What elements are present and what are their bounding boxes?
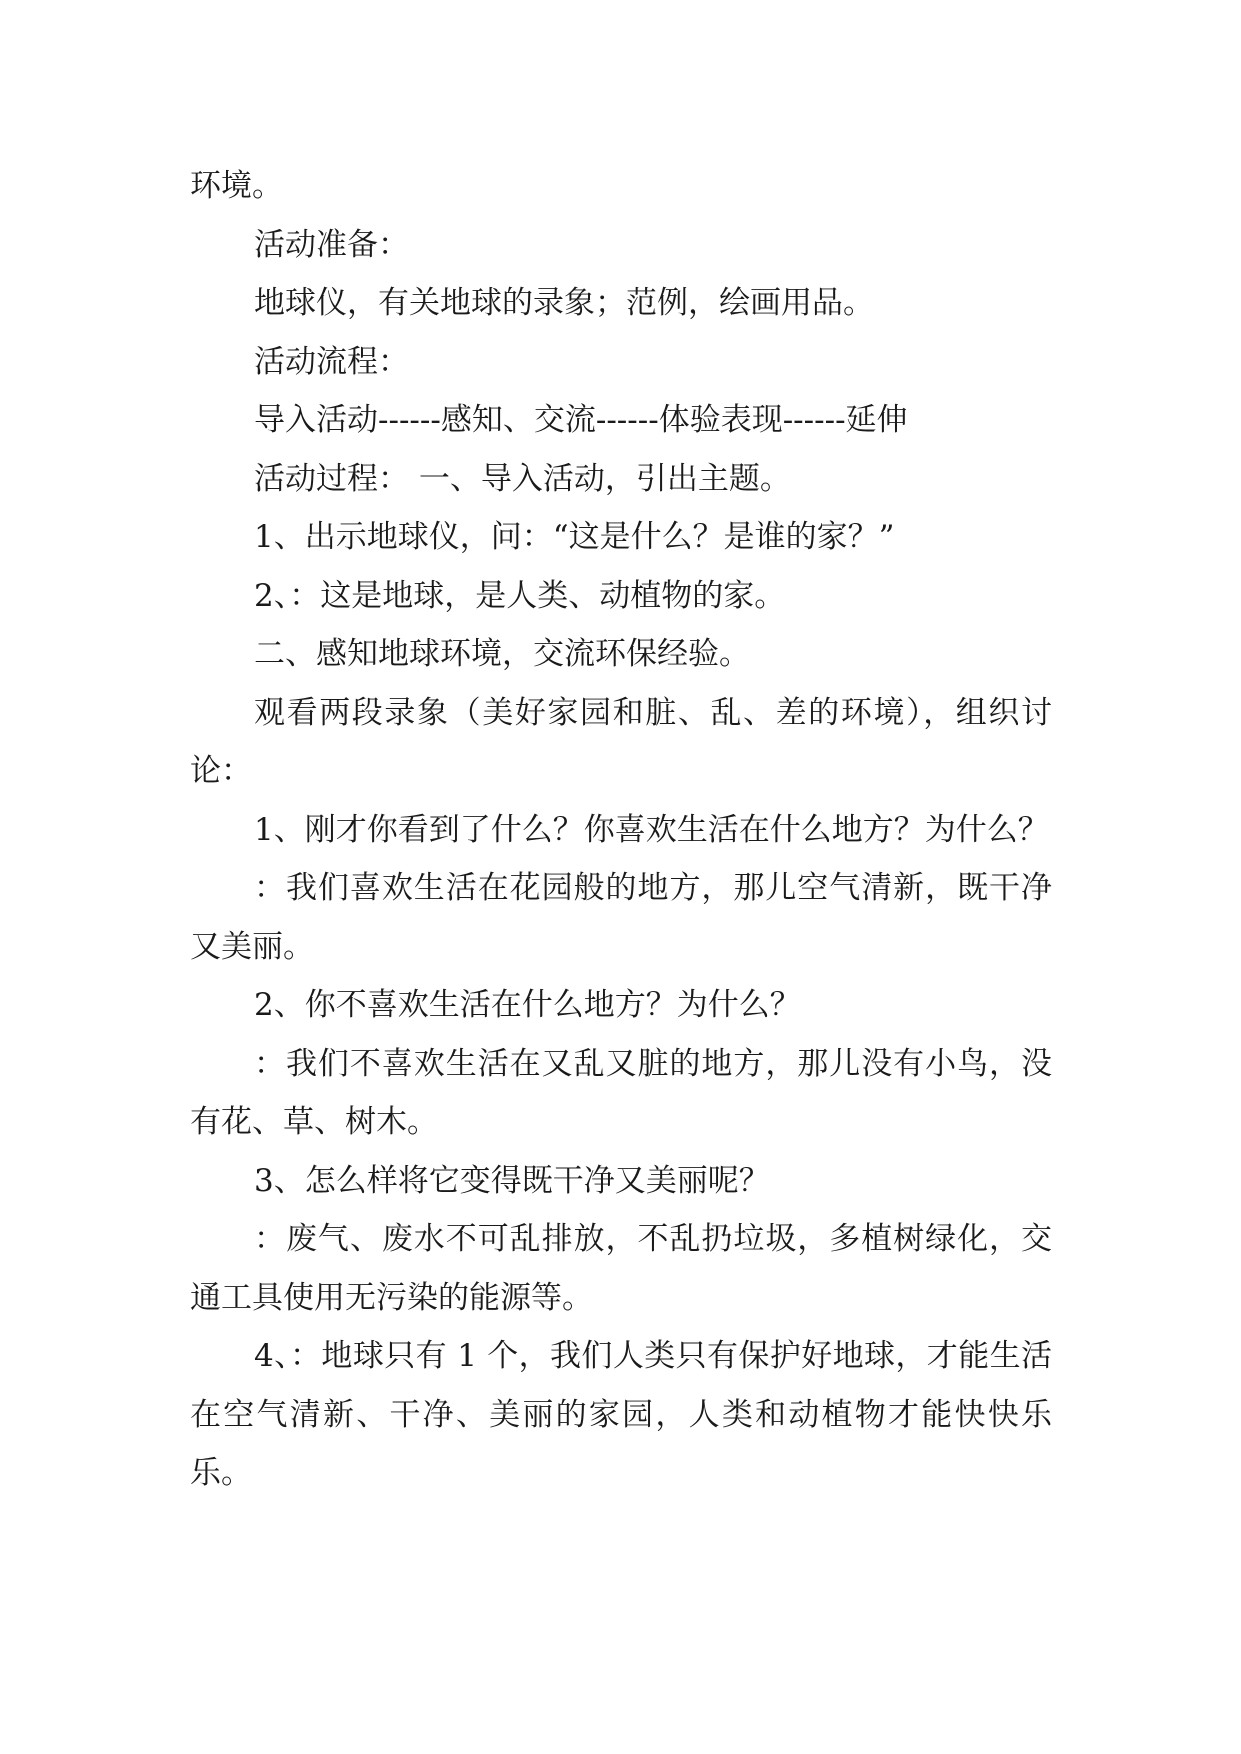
paragraph-question-2: 2、你不喜欢生活在什么地方？为什么？: [254, 987, 801, 1023]
paragraph-activity-flow-heading: 活动流程：: [254, 343, 409, 380]
paragraph-continuation: 环境。: [190, 168, 283, 204]
document-body: [190, 157, 1052, 1503]
paragraph-watch-videos: 观看两段录象（美好家园和脏、乱、差的环境），组织讨论：: [190, 694, 1052, 789]
paragraph-activity-preparation: 地球仪，有关地球的录象；范例，绘画用品。: [254, 285, 874, 321]
paragraph-section-2-heading: 二、感知地球环境，交流环保经验。: [254, 636, 750, 672]
paragraph-point-4: 4、：地球只有 1 个，我们人类只有保护好地球，才能生活在空气清新、干净、美丽的家园，人类和动植物才能快快乐乐。: [190, 1338, 1052, 1491]
paragraph-activity-flow: 导入活动------感知、交流------体验表现------延伸: [254, 402, 908, 438]
paragraph-activity-process: 活动过程： 一、导入活动，引出主题。: [254, 460, 791, 497]
paragraph-activity-preparation-heading: 活动准备：: [254, 226, 409, 263]
paragraph-step-1: 1、出示地球仪，问：“这是什么？是谁的家？”: [254, 519, 895, 555]
paragraph-answer-2: ：我们不喜欢生活在又乱又脏的地方，那儿没有小鸟，没有花、草、树木。: [190, 1045, 1052, 1140]
paragraph-answer-1: ：我们喜欢生活在花园般的地方，那儿空气清新，既干净又美丽。: [190, 870, 1052, 965]
paragraph-question-1: 1、刚才你看到了什么？你喜欢生活在什么地方？为什么？: [254, 811, 1049, 848]
paragraph-answer-3: ：废气、废水不可乱排放，不乱扔垃圾，多植树绿化，交通工具使用无污染的能源等。: [190, 1221, 1052, 1316]
paragraph-question-3: 3、怎么样将它变得既干净又美丽呢？: [254, 1162, 770, 1199]
paragraph-step-2: 2、：这是地球，是人类、动植物的家。: [254, 577, 786, 614]
